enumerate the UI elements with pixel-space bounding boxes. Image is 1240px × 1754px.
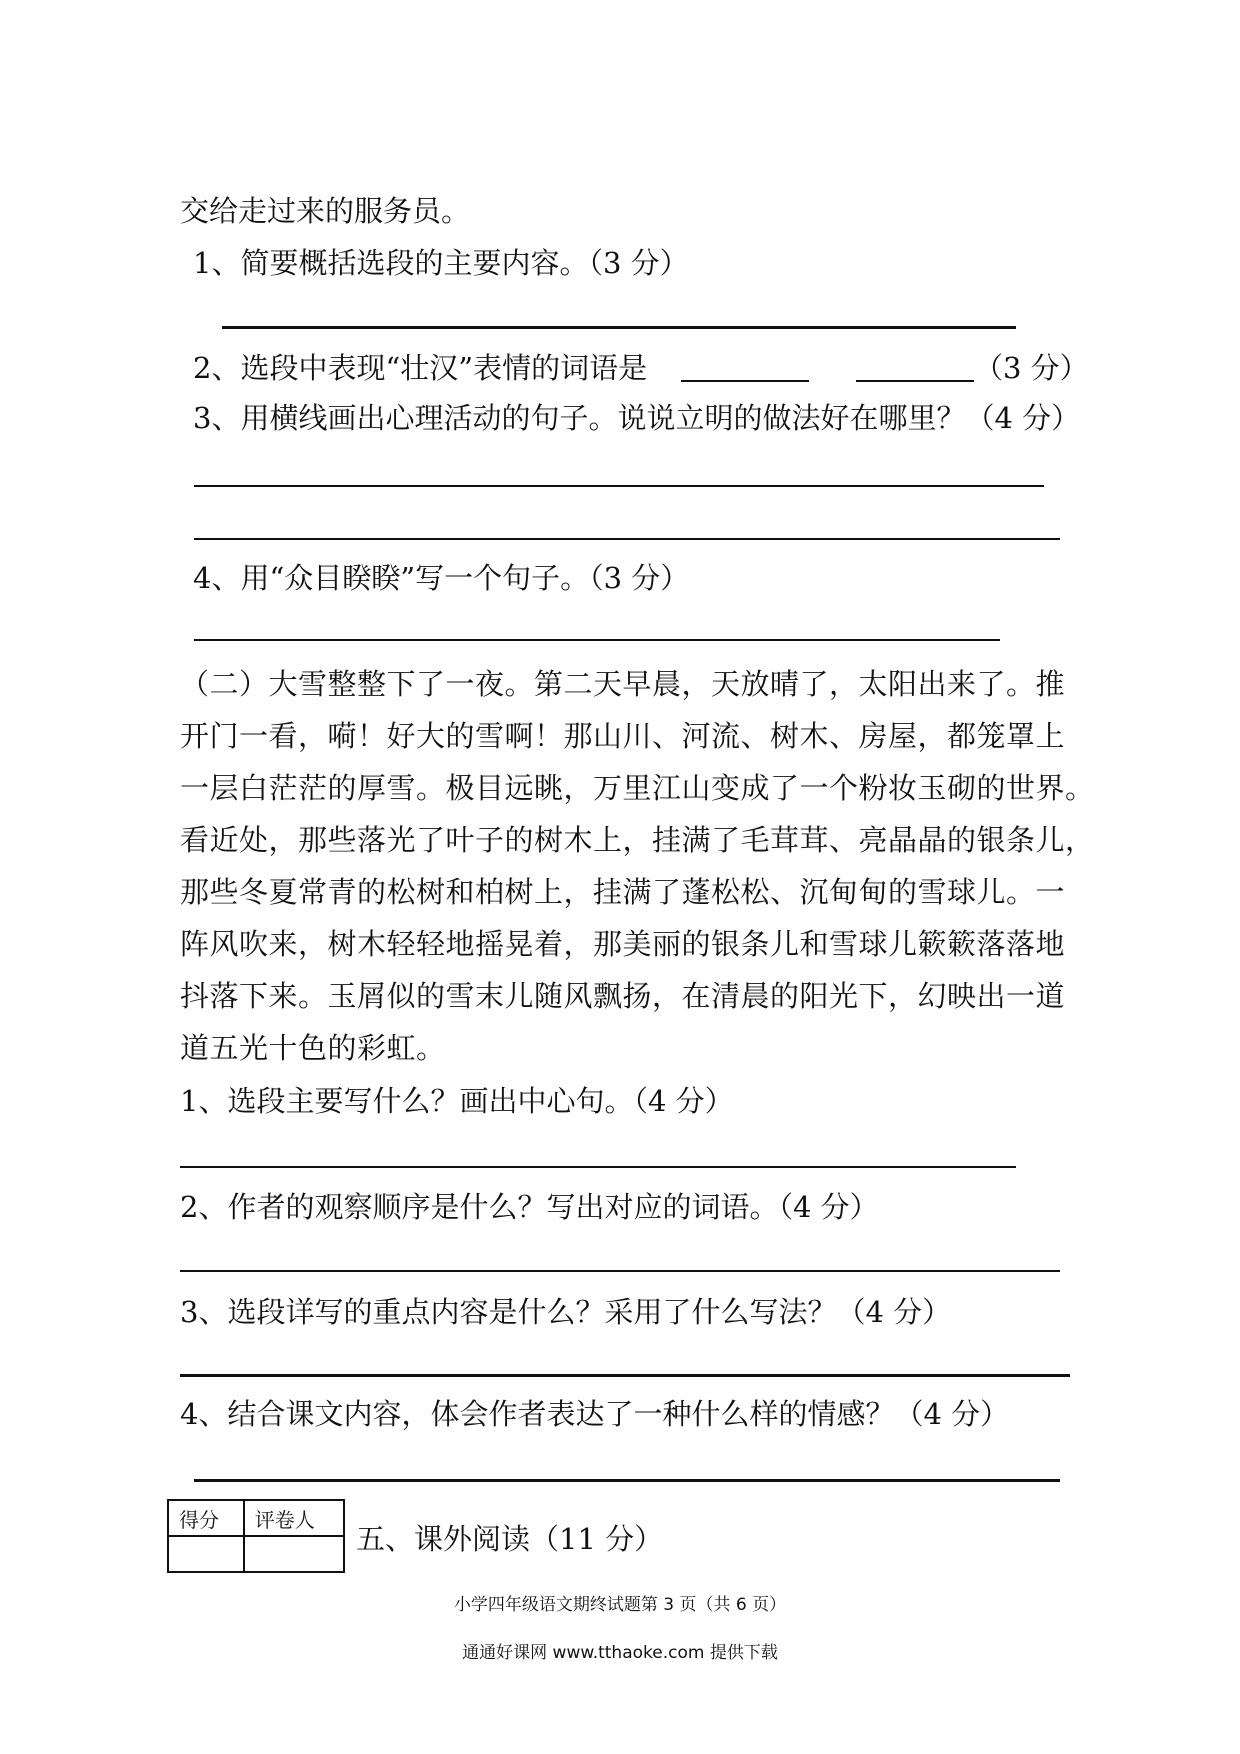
score-cell[interactable]: [168, 1536, 244, 1572]
question-1-summary: 1、简要概括选段的主要内容。（3 分）: [193, 246, 689, 280]
passage-line: 看近处，那些落光了叶子的树木上，挂满了毛茸茸、亮晶晶的银条儿，: [180, 823, 1095, 857]
question-3-psychology: 3、用横线画出心理活动的句子。说说立明的做法好在哪里？（4 分）: [193, 401, 1081, 435]
score-box: [167, 1499, 345, 1573]
answer-line[interactable]: [194, 485, 1044, 487]
answer-line[interactable]: [180, 1270, 1060, 1272]
passage-two-question-3: 3、选段详写的重点内容是什么？采用了什么写法？（4 分）: [180, 1295, 952, 1329]
source-footer: 通通好课网 www.tthaoke.com 提供下载: [462, 1643, 778, 1663]
question-2-expression-words: 2、选段中表现“壮汉”表情的词语是: [193, 351, 648, 385]
passage-line: 那些冬夏常青的松树和柏树上，挂满了蓬松松、沉甸甸的雪球儿。一: [180, 875, 1066, 909]
answer-blank-2[interactable]: [856, 380, 974, 382]
answer-line[interactable]: [180, 1166, 1016, 1168]
question-4-sentence: 4、用“众目睽睽”写一个句子。（3 分）: [193, 561, 690, 595]
answer-line[interactable]: [180, 1374, 1070, 1377]
passage-line: 开门一看，嗬！好大的雪啊！那山川、河流、树木、房屋，都笼罩上: [180, 719, 1066, 753]
section-five-title: 五、课外阅读（11 分）: [356, 1522, 664, 1556]
passage-line: 阵风吹来，树木轻轻地摇晃着，那美丽的银条儿和雪球儿簌簌落落地: [180, 927, 1066, 961]
grader-label: 评卷人: [244, 1500, 344, 1536]
answer-line[interactable]: [194, 639, 1000, 641]
question-2-score: （3 分）: [974, 351, 1089, 385]
grader-cell[interactable]: [244, 1536, 344, 1572]
passage-two-question-4: 4、结合课文内容，体会作者表达了一种什么样的情感？（4 分）: [180, 1397, 1010, 1431]
answer-line[interactable]: [194, 538, 1060, 540]
passage-line: （二）大雪整整下了一夜。第二天早晨，天放晴了，太阳出来了。推: [180, 667, 1066, 701]
score-label: 得分: [168, 1500, 244, 1536]
previous-passage-ending: 交给走过来的服务员。: [180, 194, 471, 228]
passage-two: [180, 658, 1095, 1074]
answer-line[interactable]: [222, 326, 1016, 329]
passage-two-question-1: 1、选段主要写什么？画出中心句。（4 分）: [180, 1084, 734, 1118]
answer-blank-1[interactable]: [681, 380, 809, 382]
passage-two-question-2: 2、作者的观察顺序是什么？写出对应的词语。（4 分）: [180, 1190, 879, 1224]
answer-line[interactable]: [194, 1479, 1060, 1482]
passage-line: 一层白茫茫的厚雪。极目远眺，万里江山变成了一个粉妆玉砌的世界。: [180, 771, 1095, 805]
passage-line: 抖落下来。玉屑似的雪末儿随风飘扬，在清晨的阳光下，幻映出一道: [180, 979, 1066, 1013]
page-number-footer: 小学四年级语文期终试题第 3 页（共 6 页）: [453, 1595, 787, 1615]
passage-line: 道五光十色的彩虹。: [180, 1031, 446, 1065]
